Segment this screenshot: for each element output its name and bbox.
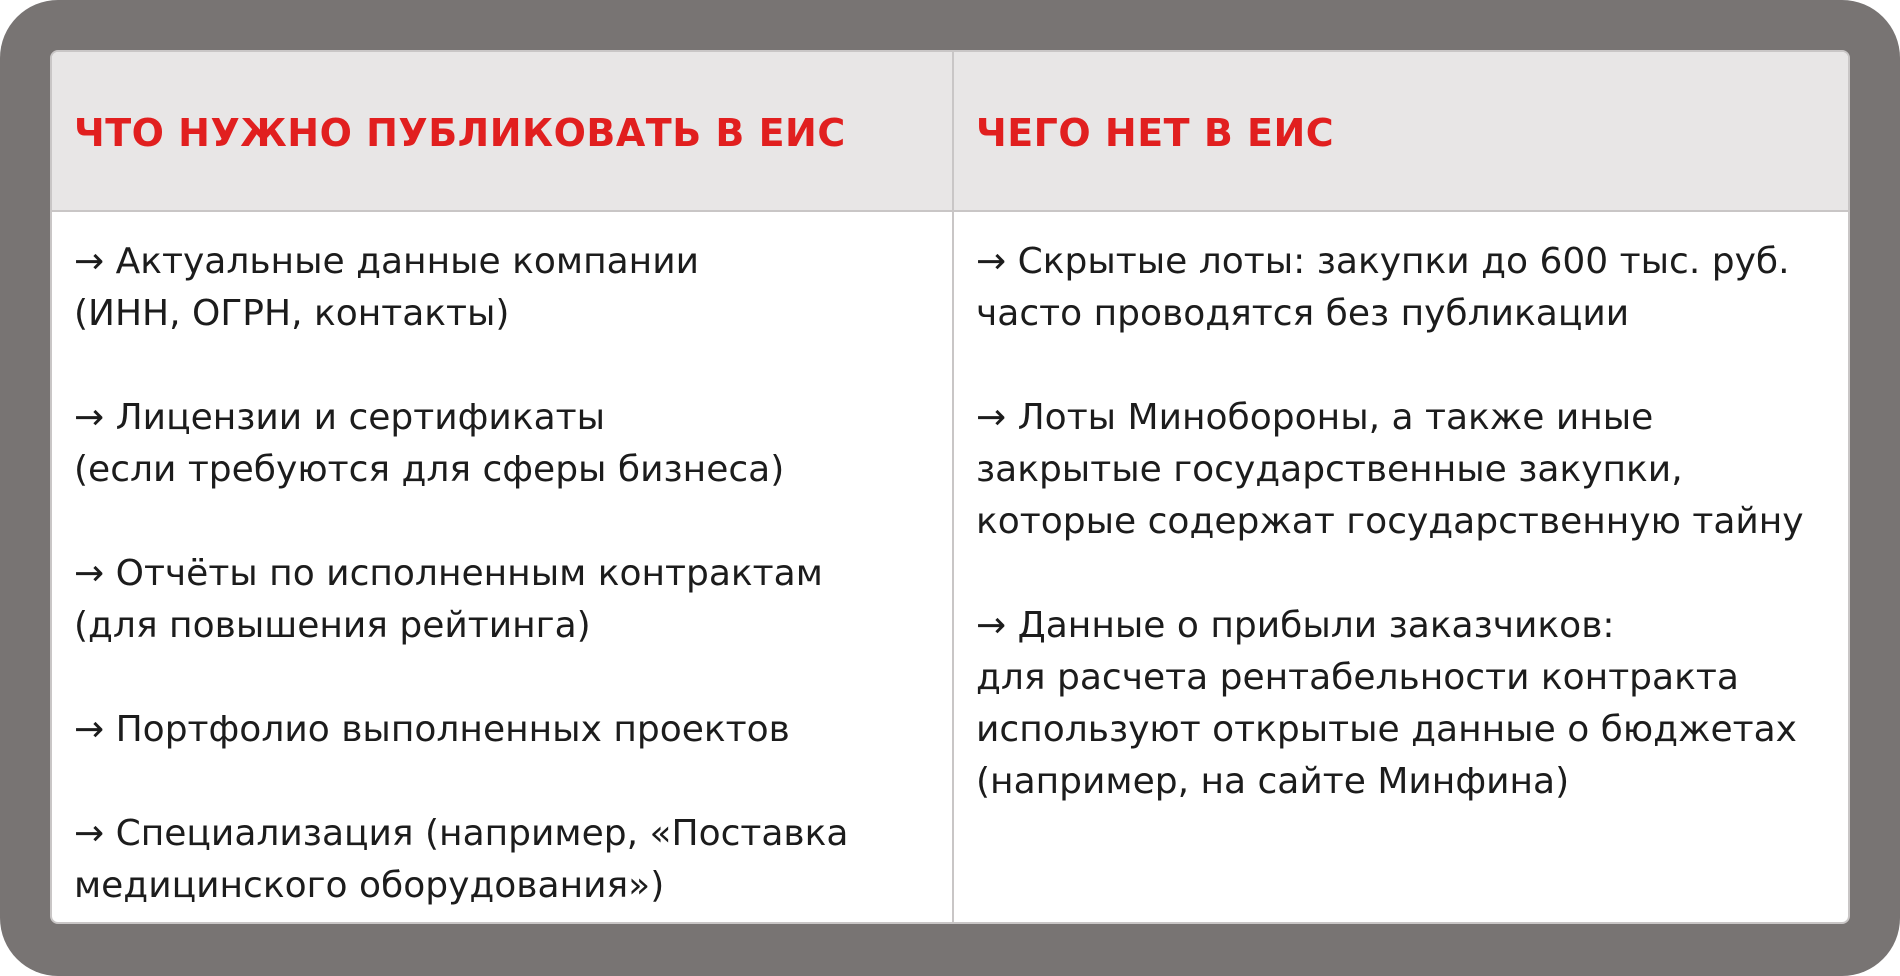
right-column-header-cell <box>952 52 1850 212</box>
list-item-line: (для повышения рейтинга) <box>74 605 591 646</box>
list-item-line: закрытые государственные закупки, <box>976 449 1683 490</box>
list-item <box>976 392 1832 548</box>
list-item-line: используют открытые данные о бюджетах <box>976 709 1797 750</box>
list-item-line: → Данные о прибыли заказчиков: <box>976 605 1615 646</box>
list-item-line: → Скрытые лоты: закупки до 600 тыс. руб. <box>976 241 1790 282</box>
list-item <box>976 600 1832 808</box>
list-item <box>74 236 932 340</box>
right-column-list <box>952 212 1850 924</box>
list-item-line: → Лоты Минобороны, а также иные <box>976 397 1654 438</box>
left-column-header: ЧТО НУЖНО ПУБЛИКОВАТЬ В ЕИС <box>74 111 846 155</box>
list-item <box>74 704 932 756</box>
list-item-line: (например, на сайте Минфина) <box>976 761 1570 802</box>
list-item <box>74 808 932 912</box>
list-item-line: → Актуальные данные компании <box>74 241 699 282</box>
list-item-line: → Специализация (например, «Поставка <box>74 813 849 854</box>
comparison-table <box>50 50 1850 924</box>
list-item-line: которые содержат государственную тайну <box>976 501 1804 542</box>
left-column-list <box>52 212 952 924</box>
list-item <box>976 236 1832 340</box>
list-item-line: (ИНН, ОГРН, контакты) <box>74 293 510 334</box>
list-item-line: → Портфолио выполненных проектов <box>74 709 790 750</box>
list-item <box>74 392 932 496</box>
list-item-line: для расчета рентабельности контракта <box>976 657 1739 698</box>
list-item-line: часто проводятся без публикации <box>976 293 1630 334</box>
list-item-line: (если требуются для сферы бизнеса) <box>74 449 785 490</box>
list-item-line: медицинского оборудования») <box>74 865 665 906</box>
left-column-header-cell <box>52 52 952 212</box>
list-item-line: → Отчёты по исполненным контрактам <box>74 553 823 594</box>
list-item <box>74 548 932 652</box>
list-item-line: → Лицензии и сертификаты <box>74 397 606 438</box>
right-column-header: ЧЕГО НЕТ В ЕИС <box>976 111 1335 155</box>
